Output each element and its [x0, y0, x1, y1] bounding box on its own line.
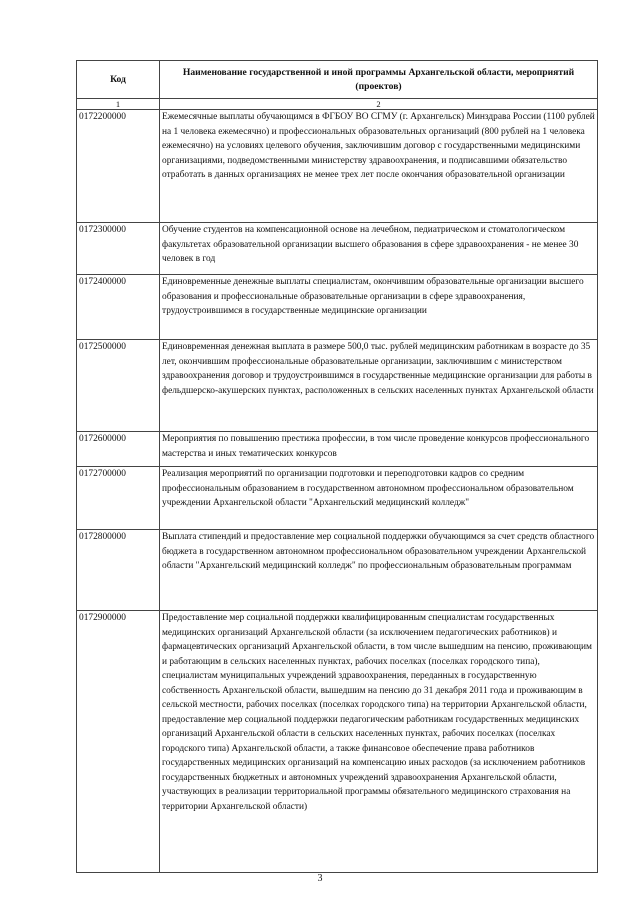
row-code: 0172600000 — [77, 432, 160, 467]
row-text: Обучение студентов на компенсационной основе на лечебном, педиатрическом и стоматологическом факультетах образовательной организации высшего образования в сфере здравоохранения - не менее 30 человек в год — [160, 223, 598, 275]
row-text: Предоставление мер социальной поддержки квалифицированным специалистам государственных медицинских организаций Архангельской области (за исключением педагогических работников) и фармацевтических организаций Архангельской области, в том числе вышедшим на пенсию, проживающим и работающим в сельских населенных пунктах, рабочих поселках (поселках городского типа), специалистам муниципальных учреждений здравоохранения, переданных в государственную собственность Архангельской области, вышедшим на пенсию до 31 декабря 2011 года и проживающим в сельской местности, рабочих поселках (поселках городского типа) на территории Архангельской области, предоставление мер социальной поддержки педагогическим работникам государственных медицинских организаций Архангельской области в сельских населенных пунктах, рабочих поселках (поселках городского типа) Архангельской области, а также финансовое обеспечение права работников государственных медицинских организаций на компенсацию иных расходов (за исключением работников государственных бюджетных и автономных учреждений здравоохранения Архангельской области, участвующих в реализации территориальной программы обязательного медицинского страхования на территории Архангельской области) — [160, 611, 598, 873]
row-text: Выплата стипендий и предоставление мер социальной поддержки обучающимся за счет средств областного бюджета в государственном автономном профессиональном образовательном учреждении Архангельской области "Архангельский медицинский колледж" по профессиональным образовательным программам — [160, 530, 598, 611]
row-code: 0172900000 — [77, 611, 160, 873]
column-number-1: 1 — [77, 99, 160, 110]
table-row — [77, 340, 598, 432]
row-code: 0172800000 — [77, 530, 160, 611]
table-header-row — [77, 61, 598, 99]
row-text: Мероприятия по повышению престижа профессии, в том числе проведение конкурсов профессионального мастерства и иных тематических конкурсов — [160, 432, 598, 467]
table-row — [77, 611, 598, 873]
row-code: 0172400000 — [77, 275, 160, 340]
row-code: 0172200000 — [77, 110, 160, 223]
table-row — [77, 223, 598, 275]
column-number-row — [77, 99, 598, 110]
table-row — [77, 467, 598, 530]
row-text: Ежемесячные выплаты обучающимся в ФГБОУ ВО СГМУ (г. Архангельск) Минздрава России (1100 рублей на 1 человека ежемесячно) и профессиональных образовательных организаций (800 рублей на 1 человека ежемесячно) на условиях целевого обучения, заключившим договор с государственными медицинскими организациями, подведомственными министерству здравоохранения, и подписавшими обязательство отработать в данных организациях не менее трех лет после окончания образовательной организации — [160, 110, 598, 223]
page-number: 3 — [317, 873, 323, 884]
table-row — [77, 275, 598, 340]
table-row — [77, 530, 598, 611]
row-text: Единовременная денежная выплата в размере 500,0 тыс. рублей медицинским работникам в возрасте до 35 лет, окончившим профессиональные образовательные организации, заключившим с министерством здравоохранения договор и трудоустроившимся в государственные медицинские организации для работы в фельдшерско-акушерских пунктах, расположенных в сельских населенных пунктах Архангельской области — [160, 340, 598, 432]
program-table — [76, 60, 598, 873]
column-number-2: 2 — [160, 99, 598, 110]
row-text: Реализация мероприятий по организации подготовки и переподготовки кадров со средним профессиональным образованием в государственном автономном профессиональном образовательном учреждении Архангельской области "Архангельский медицинский колледж" — [160, 467, 598, 530]
row-code: 0172700000 — [77, 467, 160, 530]
table-row — [77, 432, 598, 467]
header-name: Наименование государственной и иной программы Архангельской области, мероприятий (проектов) — [160, 61, 598, 99]
row-text: Единовременные денежные выплаты специалистам, окончившим образовательные организации высшего образования и профессиональные образовательные организации в сфере здравоохранения, трудоустроившимся в государственные медицинские организации — [160, 275, 598, 340]
header-code: Код — [77, 61, 160, 99]
row-code: 0172500000 — [77, 340, 160, 432]
row-code: 0172300000 — [77, 223, 160, 275]
table-row — [77, 110, 598, 223]
